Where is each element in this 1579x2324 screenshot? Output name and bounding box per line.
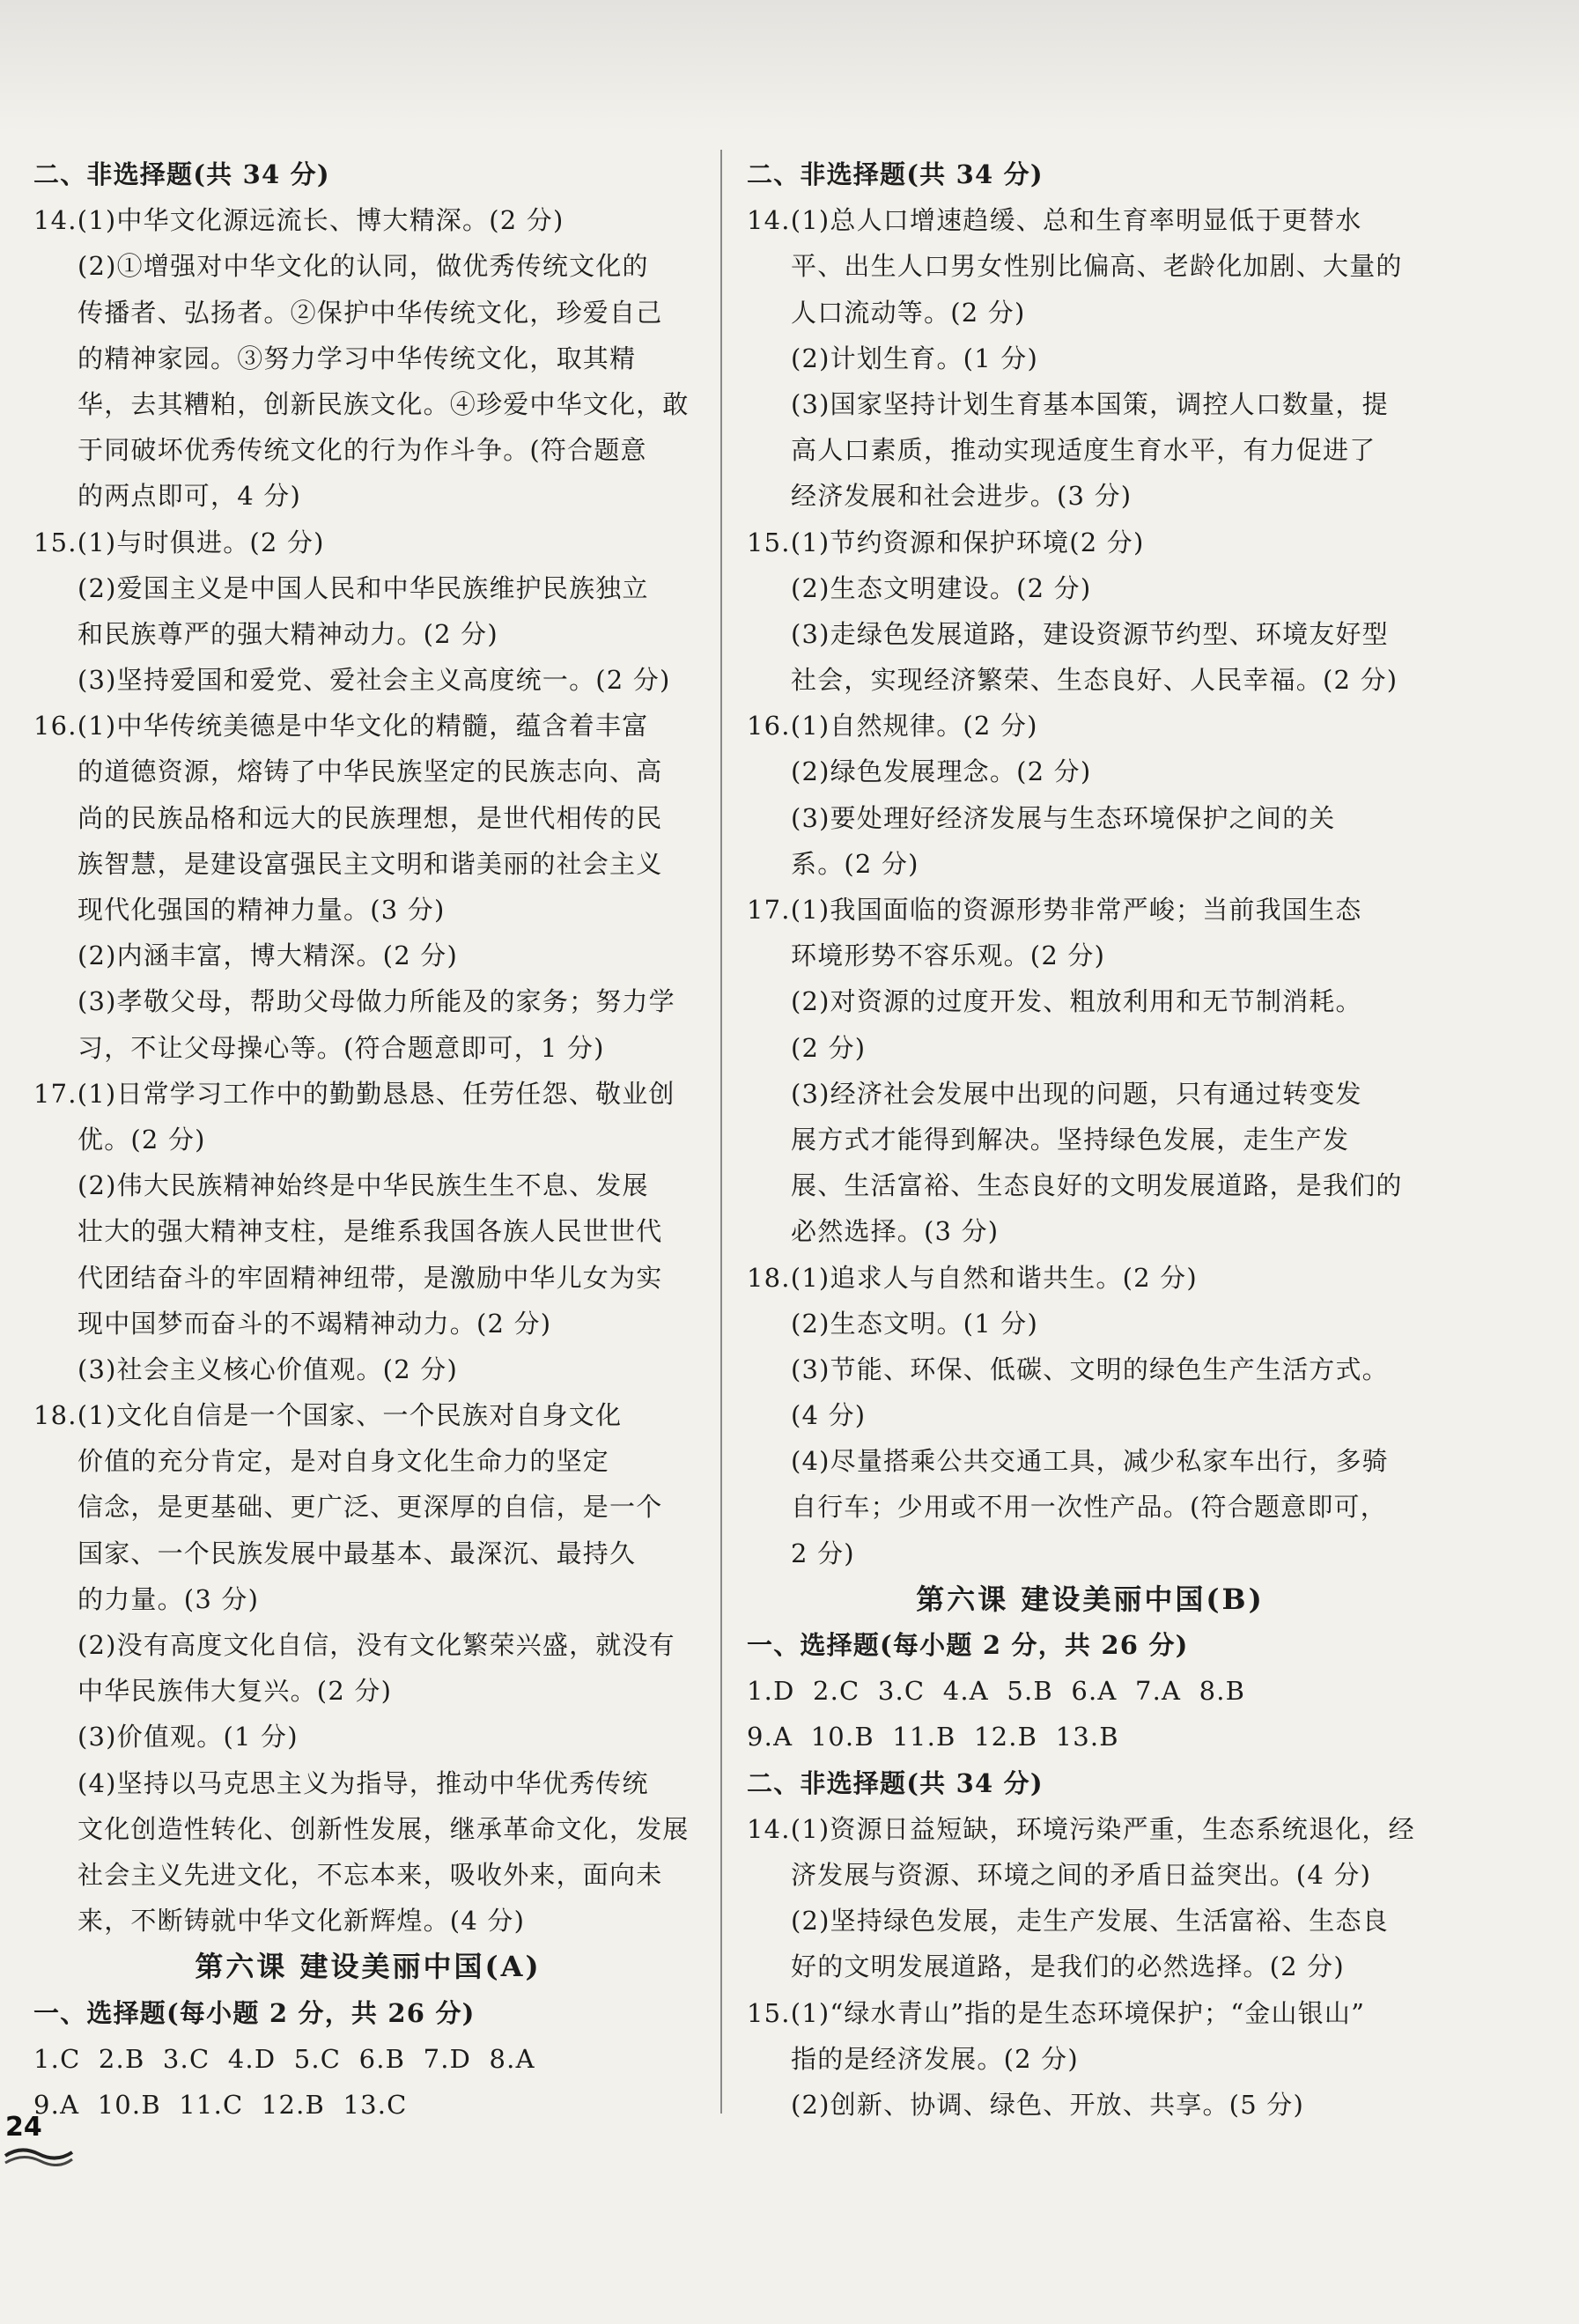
answer-line: 环境形势不容乐观。(2 分) [791, 941, 1106, 971]
answer-line: (2)创新、协调、绿色、开放、共享。(5 分) [791, 2089, 1304, 2120]
answer-line: 中华民族伟大复兴。(2 分) [77, 1676, 393, 1707]
answer-line: 15.(1)“绿水青山”指的是生态环境保护；“金山银山” [747, 1997, 1366, 2028]
answer-line: (2)绿色发展理念。(2 分) [791, 756, 1092, 787]
answer-line: (4)尽量搭乘公共交通工具，减少私家车出行，多骑 [791, 1446, 1389, 1477]
choice-answers-line: 1.C 2.B 3.C 4.D 5.C 6.B 7.D 8.A [33, 2043, 535, 2074]
answer-line: 国家、一个民族发展中最基本、最深沉、最持久 [77, 1538, 637, 1568]
answer-line: 来，不断铸就中华文化新辉煌。(4 分) [77, 1906, 526, 1937]
answer-line: 展方式才能得到解决。坚持绿色发展，走生产发 [791, 1124, 1350, 1155]
answer-line: 16.(1)中华传统美德是中华文化的精髓，蕴含着丰富 [33, 711, 649, 741]
answer-line: 华，去其糟粕，创新民族文化。④珍爱中华文化，敢 [77, 388, 690, 419]
answer-line: 14.(1)资源日益短缺，环境污染严重，生态系统退化，经 [747, 1813, 1415, 1844]
answer-line: 15.(1)节约资源和保护环境(2 分) [747, 527, 1145, 557]
answer-line: (3)孝敬父母，帮助父母做力所能及的家务；努力学 [77, 986, 675, 1017]
answer-line: 18.(1)文化自信是一个国家、一个民族对自身文化 [33, 1400, 623, 1431]
answer-line: 壮大的强大精神支柱，是维系我国各族人民世世代 [77, 1216, 663, 1247]
answer-line: (2)爱国主义是中国人民和中华民族维护民族独立 [77, 572, 649, 603]
answer-line: (2)①增强对中华文化的认同，做优秀传统文化的 [77, 251, 649, 282]
answer-line: (3)走绿色发展道路，建设资源节约型、环境友好型 [791, 618, 1389, 649]
answer-line: 17.(1)日常学习工作中的勤勤恳恳、任劳任怨、敬业创 [33, 1078, 675, 1109]
answer-line: 信念，是更基础、更广泛、更深厚的自信，是一个 [77, 1492, 663, 1523]
answer-line: 自行车；少用或不用一次性产品。(符合题意即可， [791, 1492, 1387, 1523]
answer-line: (2 分) [791, 1032, 867, 1063]
answer-line: 优。(2 分) [77, 1124, 206, 1155]
answer-line: (2)计划生育。(1 分) [791, 343, 1038, 373]
section-heading: 一、选择题(每小题 2 分，共 26 分) [747, 1630, 1189, 1660]
answer-line: (2)生态文明建设。(2 分) [791, 572, 1092, 603]
answer-line: 2 分) [791, 1538, 855, 1568]
section-heading: 一、选择题(每小题 2 分，共 26 分) [33, 1997, 476, 2028]
answer-line: (4 分) [791, 1400, 867, 1431]
answer-line: 系。(2 分) [791, 848, 919, 879]
answer-line: 18.(1)追求人与自然和谐共生。(2 分) [747, 1262, 1198, 1293]
answer-line: 族智慧，是建设富强民主文明和谐美丽的社会主义 [77, 848, 663, 879]
answer-line: 人口流动等。(2 分) [791, 297, 1026, 328]
answer-line: 的精神家园。③努力学习中华传统文化，取其精 [77, 343, 637, 373]
answer-line: (2)内涵丰富，博大精深。(2 分) [77, 941, 458, 971]
section-heading: 二、非选择题(共 34 分) [747, 1767, 1044, 1798]
answer-line: 高人口素质，推动实现适度生育水平，有力促进了 [791, 435, 1376, 466]
right-answer-column [747, 151, 1434, 2128]
choice-answers-line: 9.A 10.B 11.C 12.B 13.C [33, 2089, 408, 2120]
answer-line: 尚的民族品格和远大的民族理想，是世代相传的民 [77, 802, 663, 833]
column-divider [720, 150, 722, 2114]
section-title: 第六课 建设美丽中国(B) [916, 1582, 1265, 1616]
answer-line: 17.(1)我国面临的资源形势非常严峻；当前我国生态 [747, 895, 1362, 925]
answer-line: (2)坚持绿色发展，走生产发展、生活富裕、生态良 [791, 1906, 1389, 1937]
answer-line: 价值的充分肯定，是对自身文化生命力的坚定 [77, 1446, 610, 1477]
answer-line: 习，不让父母操心等。(符合题意即可，1 分) [77, 1032, 605, 1063]
answer-line: 展、生活富裕、生态良好的文明发展道路，是我们的 [791, 1170, 1403, 1201]
answer-line: 必然选择。(3 分) [791, 1216, 1000, 1247]
answer-line: 济发展与资源、环境之间的矛盾日益突出。(4 分) [791, 1859, 1372, 1890]
page-number: 24 [5, 2112, 42, 2143]
answer-line: (4)坚持以马克思主义为指导，推动中华优秀传统 [77, 1767, 649, 1798]
answer-line: (3)经济社会发展中出现的问题，只有通过转变发 [791, 1078, 1362, 1109]
choice-answers-line: 1.D 2.C 3.C 4.A 5.B 6.A 7.A 8.B [747, 1676, 1246, 1707]
answer-line: (3)要处理好经济发展与生态环境保护之间的关 [791, 802, 1336, 833]
answer-line: (2)生态文明。(1 分) [791, 1308, 1038, 1339]
answer-line: 14.(1)总人口增速趋缓、总和生育率明显低于更替水 [747, 205, 1362, 236]
answer-line: 现中国梦而奋斗的不竭精神动力。(2 分) [77, 1308, 552, 1339]
page-wave-icon [4, 2140, 74, 2166]
answer-line: 于同破坏优秀传统文化的行为作斗争。(符合题意 [77, 435, 647, 466]
answer-line: 传播者、弘扬者。②保护中华传统文化，珍爱自己 [77, 297, 663, 328]
answer-line: 16.(1)自然规律。(2 分) [747, 711, 1038, 741]
answer-line: (2)伟大民族精神始终是中华民族生生不息、发展 [77, 1170, 649, 1201]
answer-line: (3)坚持爱国和爱党、爱社会主义高度统一。(2 分) [77, 665, 671, 696]
section-heading: 二、非选择题(共 34 分) [33, 159, 330, 189]
answer-line: 好的文明发展道路，是我们的必然选择。(2 分) [791, 1951, 1345, 1982]
answer-line: 文化创造性转化、创新性发展，继承革命文化，发展 [77, 1813, 690, 1844]
answer-line: 平、出生人口男女性别比偏高、老龄化加剧、大量的 [791, 251, 1403, 282]
answer-line: (2)对资源的过度开发、粗放利用和无节制消耗。 [791, 986, 1362, 1017]
scan-top-band [0, 0, 1579, 132]
answer-line: 的道德资源，熔铸了中华民族坚定的民族志向、高 [77, 756, 663, 787]
answer-line: 经济发展和社会进步。(3 分) [791, 481, 1133, 512]
answer-line: 的两点即可，4 分) [77, 481, 301, 512]
choice-answers-line: 9.A 10.B 11.B 12.B 13.B [747, 1722, 1119, 1752]
answer-line: (3)价值观。(1 分) [77, 1722, 299, 1752]
answer-line: 社会主义先进文化，不忘本来，吸收外来，面向未 [77, 1859, 663, 1890]
answer-line: (3)国家坚持计划生育基本国策，调控人口数量，提 [791, 388, 1389, 419]
answer-line: 现代化强国的精神力量。(3 分) [77, 895, 446, 925]
answer-line: 代团结奋斗的牢固精神纽带，是激励中华儿女为实 [77, 1262, 663, 1293]
answer-line: 指的是经济发展。(2 分) [791, 2043, 1079, 2074]
answer-line: 14.(1)中华文化源远流长、博大精深。(2 分) [33, 205, 564, 236]
answer-line: (2)没有高度文化自信，没有文化繁荣兴盛，就没有 [77, 1630, 675, 1660]
answer-line: (3)节能、环保、低碳、文明的绿色生产生活方式。 [791, 1354, 1389, 1384]
answer-line: 的力量。(3 分) [77, 1583, 260, 1614]
answer-line: 15.(1)与时俱进。(2 分) [33, 527, 325, 557]
answer-line: 和民族尊严的强大精神动力。(2 分) [77, 618, 498, 649]
section-heading: 二、非选择题(共 34 分) [747, 159, 1044, 189]
answer-line: 社会，实现经济繁荣、生态良好、人民幸福。(2 分) [791, 665, 1398, 696]
answer-line: (3)社会主义核心价值观。(2 分) [77, 1354, 458, 1384]
section-title: 第六课 建设美丽中国(A) [195, 1950, 542, 1984]
left-answer-column [33, 151, 703, 2128]
